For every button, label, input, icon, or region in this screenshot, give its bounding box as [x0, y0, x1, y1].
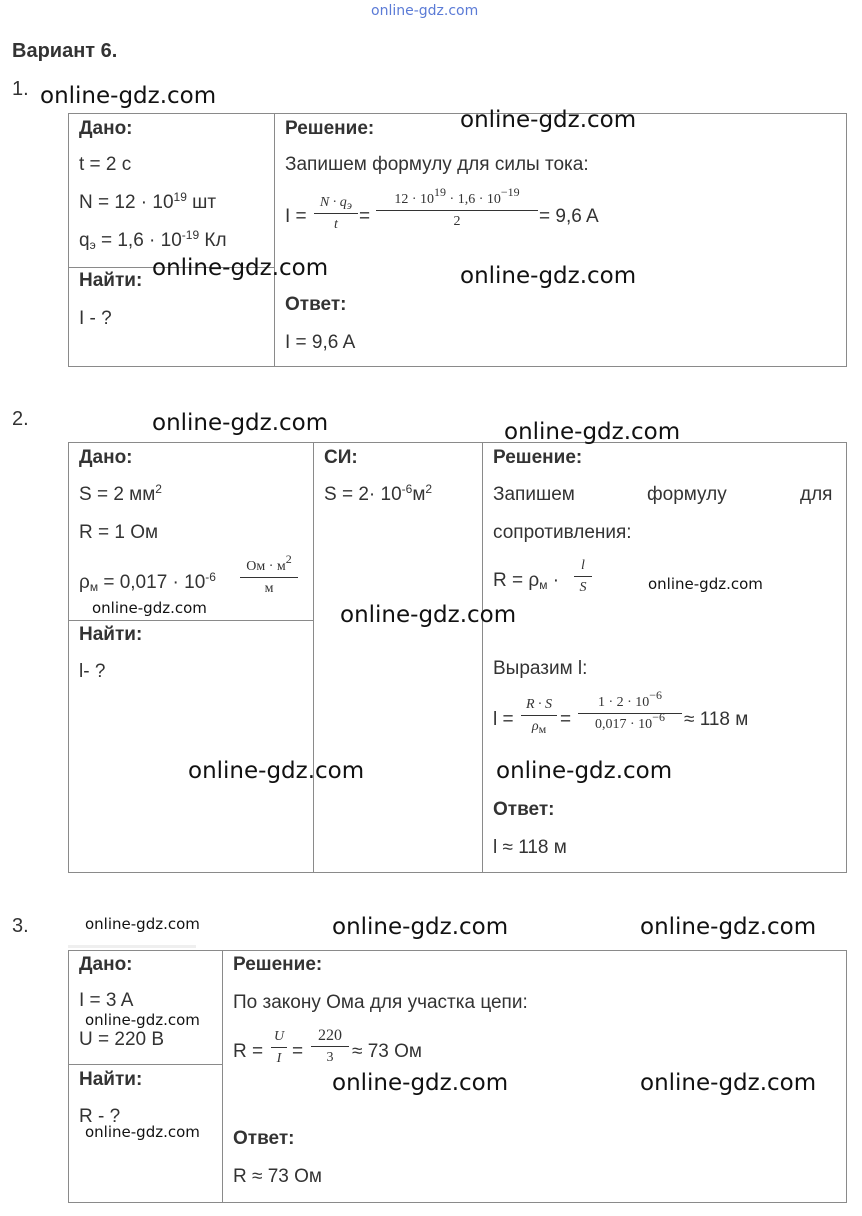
p1-solution-label: Решение:	[285, 118, 375, 139]
p3-eq-result: ≈ 73 Ом	[352, 1041, 422, 1062]
p3-given-i: I = 3 A	[79, 990, 134, 1011]
p2-eq1-lhs: $R = \rho_м$ ·	[493, 570, 560, 592]
p1-fraction-1: $N \cdot q_э$ t	[314, 194, 358, 233]
p1-find-value: I - ?	[79, 308, 112, 329]
watermark-top: online-gdz.com	[371, 3, 479, 19]
p3-solution-intro: По закону Ома для участка цепи:	[233, 992, 528, 1013]
p2-given-label: Дано:	[79, 447, 133, 468]
watermark-text: online-gdz.com	[340, 602, 517, 628]
watermark-text: online-gdz.com	[152, 255, 329, 281]
problem-1-number: 1.	[12, 78, 29, 100]
problem-3-number: 3.	[12, 915, 29, 937]
p2-eq1-fraction: l S	[574, 557, 592, 596]
p2-rho-unit-fraction: Ом · $м^2$ м	[240, 558, 298, 597]
watermark-text: online-gdz.com	[152, 410, 329, 436]
p2-find-label: Найти:	[79, 624, 143, 645]
p1-eq-result: = 9,6 A	[539, 206, 599, 227]
watermark-text-small: online-gdz.com	[85, 915, 200, 933]
watermark-text: online-gdz.com	[640, 1070, 817, 1096]
p1-fraction-2: $12 \cdot 10^{19} \cdot 1,6 \cdot 10^{-19}$ 2	[376, 191, 538, 230]
p1-eq-mid: =	[359, 206, 371, 227]
watermark-text: online-gdz.com	[332, 1070, 509, 1096]
p2-intro-line-2: сопротивления:	[493, 522, 632, 543]
p3-given-u: U = 220 B	[79, 1029, 165, 1050]
watermark-text: online-gdz.com	[496, 758, 673, 784]
variant-title: Вариант 6.	[12, 40, 118, 62]
p2-answer-label: Ответ:	[493, 799, 555, 820]
p3-faded-line	[68, 945, 196, 948]
p2-eq2-mid: =	[560, 709, 572, 730]
watermark-text: online-gdz.com	[460, 107, 637, 133]
p2-eq2-fraction-1: R · S $\rho_м$	[521, 696, 557, 735]
watermark-text-small: online-gdz.com	[85, 1011, 200, 1029]
watermark-text: online-gdz.com	[504, 419, 681, 445]
p2-intro-word-2: формулу	[647, 484, 727, 505]
p3-answer-label: Ответ:	[233, 1128, 295, 1149]
p2-express: Выразим l:	[493, 658, 588, 679]
p3-find-value: R - ?	[79, 1106, 121, 1127]
p3-fraction-2: 220 3	[311, 1027, 349, 1066]
watermark-text-small: online-gdz.com	[85, 1123, 200, 1141]
p1-answer-label: Ответ:	[285, 294, 347, 315]
watermark-text: online-gdz.com	[332, 914, 509, 940]
p3-given-label: Дано:	[79, 954, 133, 975]
p1-answer-value: I = 9,6 A	[285, 332, 356, 353]
p3-eq-lhs: R =	[233, 1041, 264, 1062]
p2-given-r: R = 1 Ом	[79, 522, 159, 543]
p2-eq2-fraction-2: $1 \cdot 2 \cdot 10^{-6}$ $0,017 \cdot 10^{-6}$	[578, 694, 682, 733]
p2-given-rho: $\rho_м = 0,017 \cdot 10^{-6}$	[79, 570, 216, 594]
p1-given-q: $q_э = 1,6 \cdot 10^{-19}$ Кл	[79, 228, 227, 252]
p2-given-s: S = 2 $мм^2$	[79, 482, 162, 505]
p3-answer-value: R ≈ 73 Ом	[233, 1166, 322, 1187]
p3-fraction-1: U I	[271, 1028, 287, 1067]
p1-given-t: t = 2 c	[79, 154, 132, 175]
p2-si-label: СИ:	[324, 447, 358, 468]
watermark-text-small: online-gdz.com	[648, 575, 763, 593]
p2-intro-word-3: для	[800, 484, 833, 505]
p3-solution-label: Решение:	[233, 954, 323, 975]
p2-solution-label: Решение:	[493, 447, 583, 468]
p2-si-s: $S = 2\cdot 10^{-6}м^2$	[324, 482, 433, 505]
watermark-text: online-gdz.com	[188, 758, 365, 784]
p1-given-n: $N = 12 \cdot 10^{19}$ шт	[79, 190, 217, 213]
p1-eq-lhs: I =	[285, 206, 307, 227]
problem-2-number: 2.	[12, 408, 29, 430]
p2-answer-value: l ≈ 118 м	[493, 837, 567, 858]
watermark-text: online-gdz.com	[40, 83, 217, 109]
p1-given-label: Дано:	[79, 118, 133, 139]
p1-solution-intro: Запишем формулу для силы тока:	[285, 154, 589, 175]
p2-eq2-lhs: l =	[493, 709, 514, 730]
p2-intro-word-1: Запишем	[493, 484, 575, 505]
watermark-text-small: online-gdz.com	[92, 599, 207, 617]
p3-eq-mid: =	[292, 1041, 304, 1062]
p2-find-value: l- ?	[79, 661, 106, 682]
p2-eq2-result: ≈ 118 м	[684, 709, 749, 730]
p1-find-label: Найти:	[79, 270, 143, 291]
watermark-text: online-gdz.com	[460, 263, 637, 289]
watermark-text: online-gdz.com	[640, 914, 817, 940]
p3-find-label: Найти:	[79, 1069, 143, 1090]
